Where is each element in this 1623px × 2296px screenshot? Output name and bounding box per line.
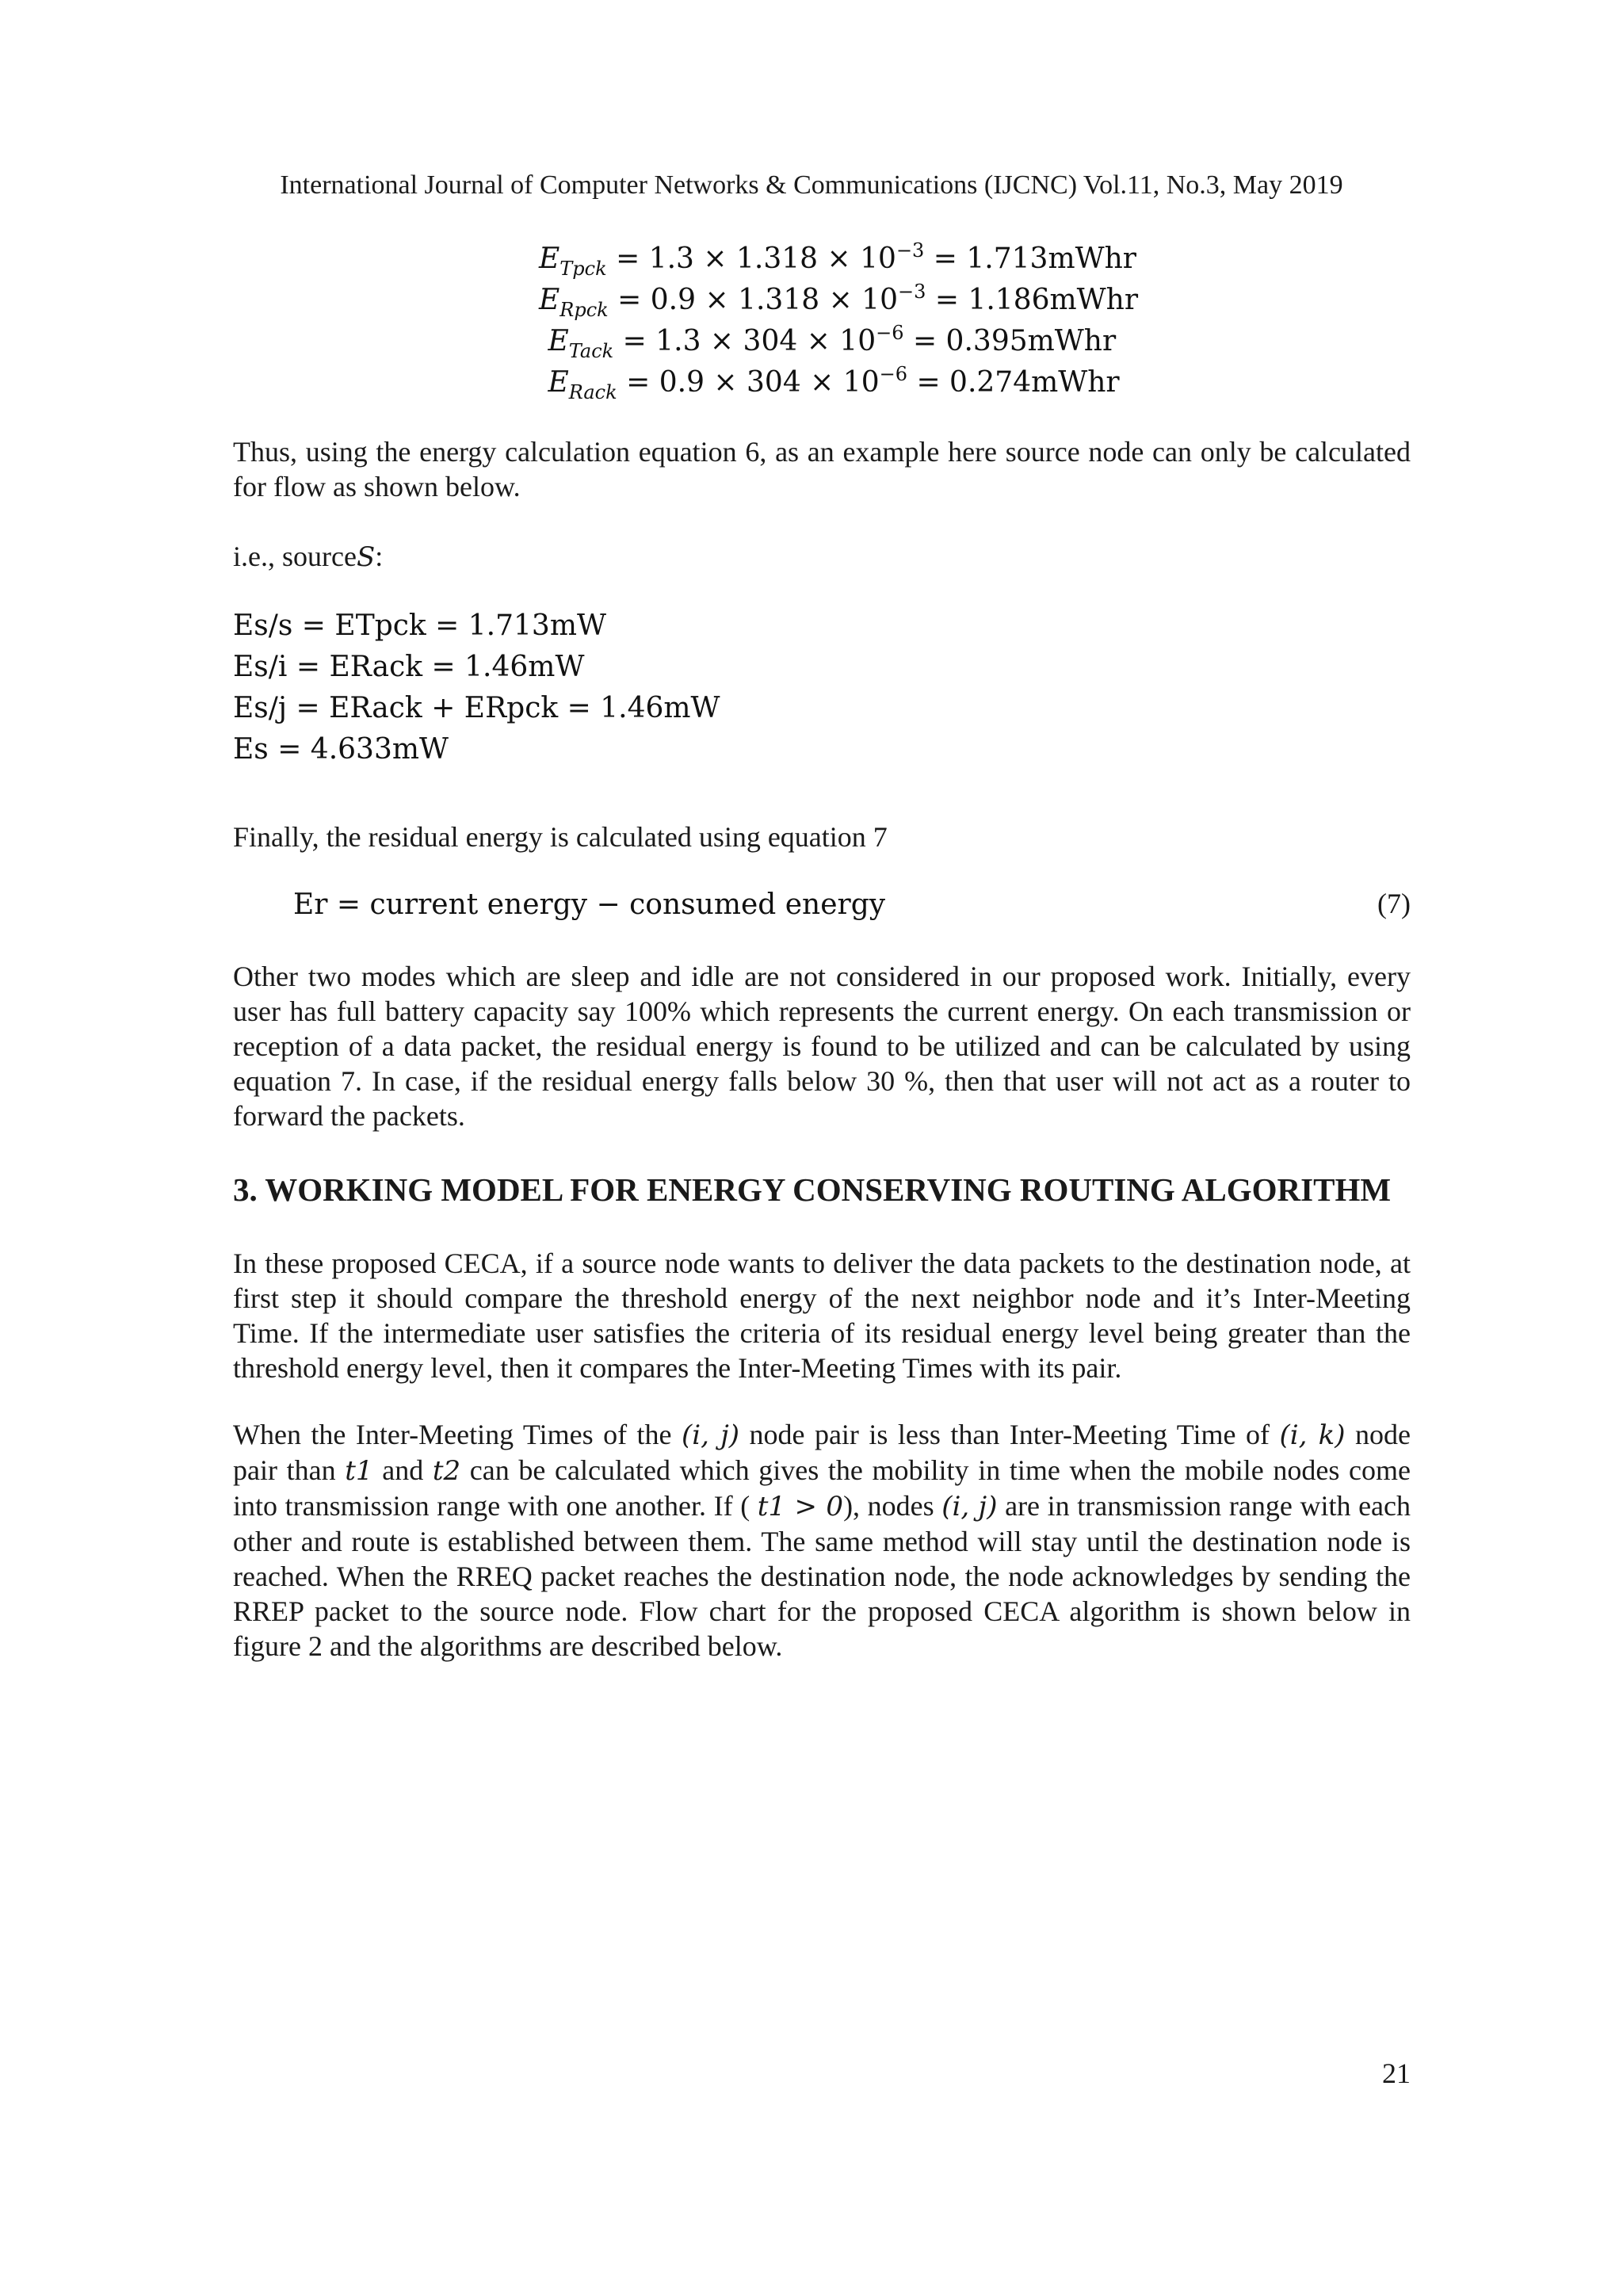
equation-erack: $E_{Rack} = 0.9 \times 304 \times 10^{-6}$ = 0.274mWhr — [548, 363, 1120, 403]
equation-es-total: Es = 4.633mW — [233, 733, 449, 766]
paragraph-ceca-intro: In these proposed CECA, if a source node wants to deliver the data packets to the destination node, at first step it should compare the threshold energy of the next neighbor node and it’s Inter-Meeting Time. If the intermediate user satisfies the criteria of its residual energy level being greater than the threshold energy level, then it compares the Inter-Meeting Times with its pair. — [233, 1247, 1411, 1384]
journal-header: International Journal of Computer Networks & Communications (IJCNC) Vol.11, No.3, May 2019 — [280, 170, 1343, 200]
equation-es-i: Es/i = ERack = 1.46mW — [233, 651, 585, 683]
energy-equation-block — [539, 230, 1139, 403]
page-number: 21 — [1382, 2057, 1411, 2089]
equation-erpck: $E_{Rpck} = 0.9 \times 1.318 \times 10^{-3}$ = 1.186mWhr — [539, 281, 1139, 321]
source-label-line: i.e., sourceS: — [233, 541, 384, 573]
equation-es-s: Es/s = ETpck = 1.713mW — [233, 609, 606, 642]
paragraph-sleep-idle: Other two modes which are sleep and idle are not considered in our proposed work. Initially, every user has full battery capacity say 100% which represents the current energy. On each transmission or reception of a data packet, the residual energy is found to be utilized and can be calculated by using equation 7. In case, if the residual energy falls below 30 %, then that user will not act as a router to forward the packets. — [233, 961, 1411, 1132]
equation-etack: $E_{Tack} = 1.3 \times 304 \times 10^{-6}$ = 0.395mWhr — [548, 322, 1117, 362]
paragraph-inter-meeting: When the Inter-Meeting Times of the (i, j) node pair is less than Inter-Meeting Time of (i, k) node pair than t1 and t2 can be calculated which gives the mobility in time when the mobile nodes come into transmission range with one another. If ( t1 > 0), nodes (i, j) are in transmission range with each other and route is established between them. The same method will stay until the destination node is reached. When the RREQ packet reaches the destination node, the node acknowledges by sending the RREP packet to the source node. Flow chart for the proposed CECA algorithm is shown below in figure 2 and the algorithms are described below. — [233, 1419, 1411, 1662]
equation-es-j: Es/j = ERack + ERpck = 1.46mW — [233, 692, 720, 724]
paragraph-residual-intro: Finally, the residual energy is calculated using equation 7 — [233, 821, 888, 853]
equation-7: Er = current energy − consumed energy — [293, 888, 886, 921]
source-equation-block — [233, 606, 720, 770]
equation-7-number: (7) — [1377, 888, 1411, 919]
equation-etpck: $E_{Tpck} = 1.3 \times 1.318 \times 10^{-3}$ = 1.713mWhr — [539, 239, 1136, 280]
paragraph-energy-calculation: Thus, using the energy calculation equation 6, as an example here source node can only be calculated for flow as shown below. — [233, 436, 1411, 502]
section-heading: 3. WORKING MODEL FOR ENERGY CONSERVING ROUTING ALGORITHM — [233, 1171, 1392, 1208]
